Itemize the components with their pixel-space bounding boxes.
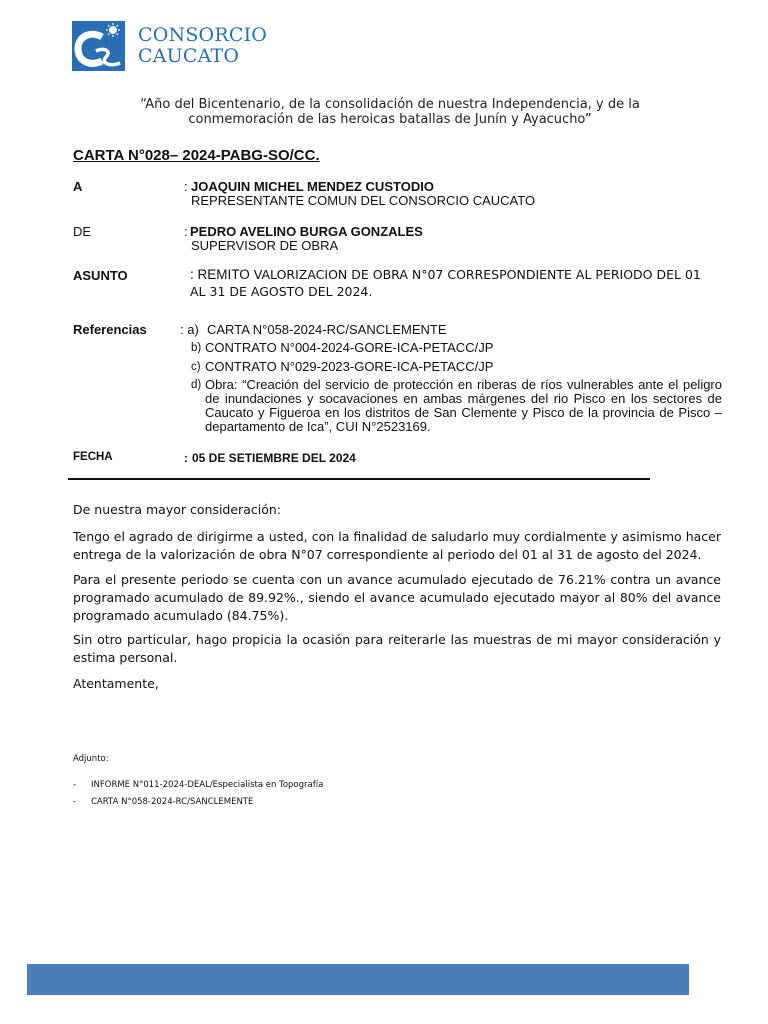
letter-title: CARTA N°028– 2024-PABG-SO/CC. [73,147,320,164]
attachment-2: CARTA N°058-2024-RC/SANCLEMENTE [91,797,254,807]
reference-d-text: Obra: “Creación del servicio de protección en riberas de ríos vulnerables ante el peligro de inundaciones y socavaciones en ambas márgenes del rio Pisco en los sectores de Caucato y Figueroa en los distritos de San Clemente y Pisco de la provincia de Pisco – departamento de Ica”, CUI N°2523169. [205,377,722,434]
company-logo-icon [72,21,125,71]
from-label: DE [73,224,92,239]
closing: Atentamente, [73,676,159,691]
motto-line2: conmemoración de las heroicas batallas de Junín y Ayacucho” [188,112,592,127]
motto-line1: “Año del Bicentenario, de la consolidación de nuestra Independencia, y de la [140,97,640,112]
attachment-1-dash: - [73,780,77,790]
references-label: Referencias [73,322,147,337]
date-colon: : [184,451,188,465]
header-divider [68,478,650,480]
to-name: JOAQUIN MICHEL MENDEZ CUSTODIO [191,179,434,194]
date-value: 05 DE SETIEMBRE DEL 2024 [192,451,356,465]
attachments-label: Adjunto: [73,754,109,764]
subject-label: ASUNTO [73,268,128,283]
from-name: PEDRO AVELINO BURGA GONZALES [190,224,423,239]
subject-line2: AL 31 DE AGOSTO DEL 2024. [190,284,373,299]
to-label: A [73,179,83,194]
to-role: REPRESENTANTE COMUN DEL CONSORCIO CAUCATO [191,193,536,208]
greeting: De nuestra mayor consideración: [73,502,281,517]
date-label: FECHA [73,451,113,463]
attachment-1: INFORME N°011-2024-DEAL/Especialista en Topografía [91,780,324,790]
attachment-2-dash: - [73,797,77,807]
reference-a-text: CARTA N°058-2024-RC/SANCLEMENTE [207,322,447,337]
year-motto [110,97,670,127]
to-colon: : [184,179,188,194]
reference-c-text: CONTRATO N°029-2023-GORE-ICA-PETACC/JP [205,359,494,374]
from-role: SUPERVISOR DE OBRA [191,238,339,253]
reference-b-mark: b) [191,342,202,354]
reference-a-prefix: : a) [180,322,199,337]
subject-text [190,266,710,300]
logo-name-line2: CAUCATO [138,45,240,67]
paragraph-1: Tengo el agrado de dirigirme a usted, con la finalidad de saludarlo muy cordialmente y asimismo hacer entrega de la valorización de obra N°07 correspondiente al periodo del 01 al 31 de agosto del 2024. [73,529,721,562]
paragraph-2: Para el presente periodo se cuenta con un avance acumulado ejecutado de 76.21% contra un avance programado acumulado de 89.92%., siendo el avance acumulado ejecutado mayor al 80% del avance programado acumulado (84.75%). [73,572,721,623]
footer-bar [27,964,689,995]
subject-verb: : REMITO [190,267,250,282]
subject-line1: VALORIZACION DE OBRA N°07 CORRESPONDIENTE AL PERIODO DEL 01 [253,267,701,282]
from-colon: : [184,224,188,239]
reference-b-text: CONTRATO N°004-2024-GORE-ICA-PETACC/JP [205,340,494,355]
paragraph-3: Sin otro particular, hago propicia la ocasión para reiterarle las muestras de mi mayor consideración y estima personal. [73,632,721,665]
reference-d-mark: d) [191,379,202,391]
logo-name-line1: CONSORCIO [138,24,268,46]
reference-c-mark: c) [191,361,201,373]
